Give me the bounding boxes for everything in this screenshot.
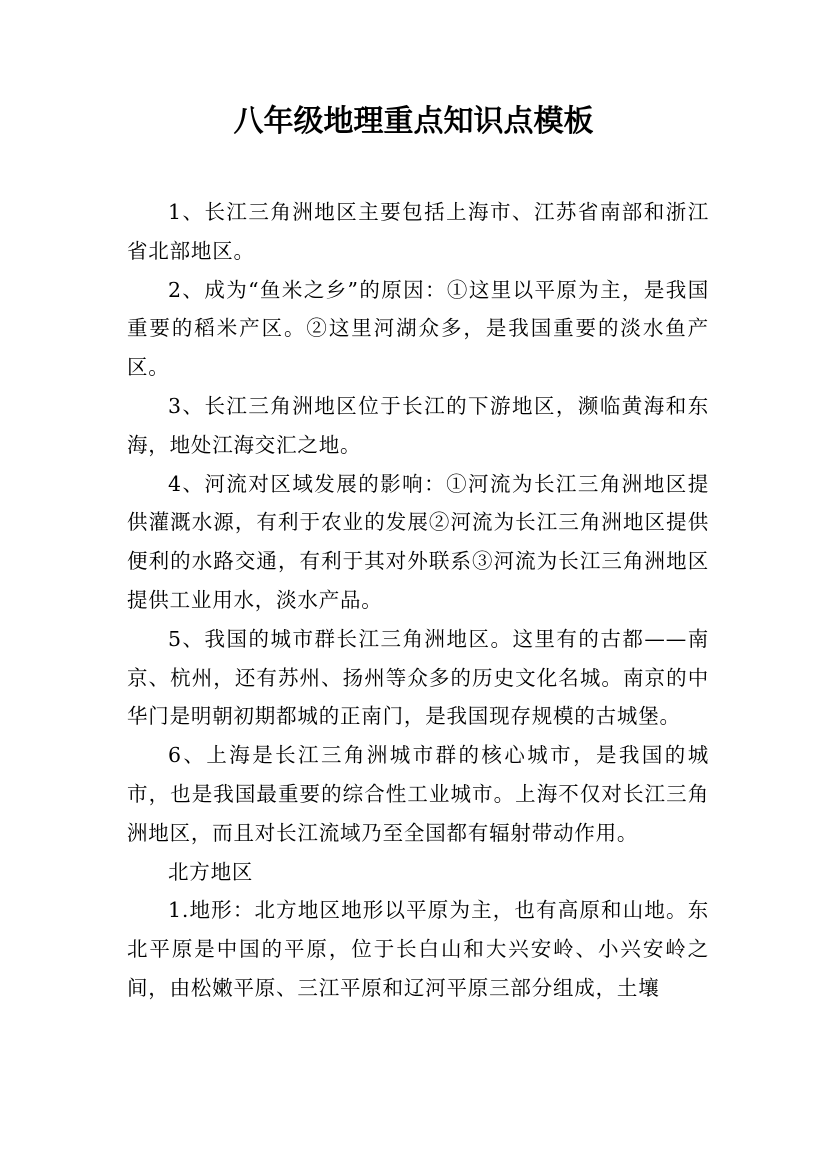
paragraph-4: 4、河流对区域发展的影响：①河流为长江三角洲地区提供灌溉水源，有利于农业的发展②河流为长江三角洲地区提供便利的水路交通，有利于其对外联系③河流为长江三角洲地区提供工业用水，淡水产品。: [127, 471, 709, 612]
paragraph-6: 6、上海是长江三角洲城市群的核心城市，是我国的城市，也是我国最重要的综合性工业城市。上海不仅对长江三角洲地区，而且对长江流域乃至全国都有辐射带动作用。: [127, 743, 709, 845]
document-title: 八年级地理重点知识点模板: [233, 104, 594, 139]
paragraph-5: 5、我国的城市群长江三角洲地区。这里有的古都——南京、杭州，还有苏州、扬州等众多的历史文化名城。南京的中华门是明朝初期都城的正南门，是我国现存规模的古城堡。: [127, 626, 709, 729]
paragraph-2: 2、成为“鱼米之乡”的原因：①这里以平原为主，是我国重要的稻米产区。②这里河湖众多，是我国重要的淡水鱼产区。: [127, 277, 709, 380]
document-body: [127, 193, 709, 1008]
section-heading-northern-region: 北方地区: [168, 859, 254, 884]
paragraph-northern-terrain: 1.地形：北方地区地形以平原为主，也有高原和山地。东北平原是中国的平原，位于长白山和大兴安岭、小兴安岭之间，由松嫩平原、三江平原和辽河平原三部分组成，土壤: [127, 898, 709, 1000]
paragraph-1: 1、长江三角洲地区主要包括上海市、江苏省南部和浙江省北部地区。: [127, 200, 709, 263]
paragraph-3: 3、长江三角洲地区位于长江的下游地区，濒临黄海和东海，地处江海交汇之地。: [127, 393, 709, 457]
